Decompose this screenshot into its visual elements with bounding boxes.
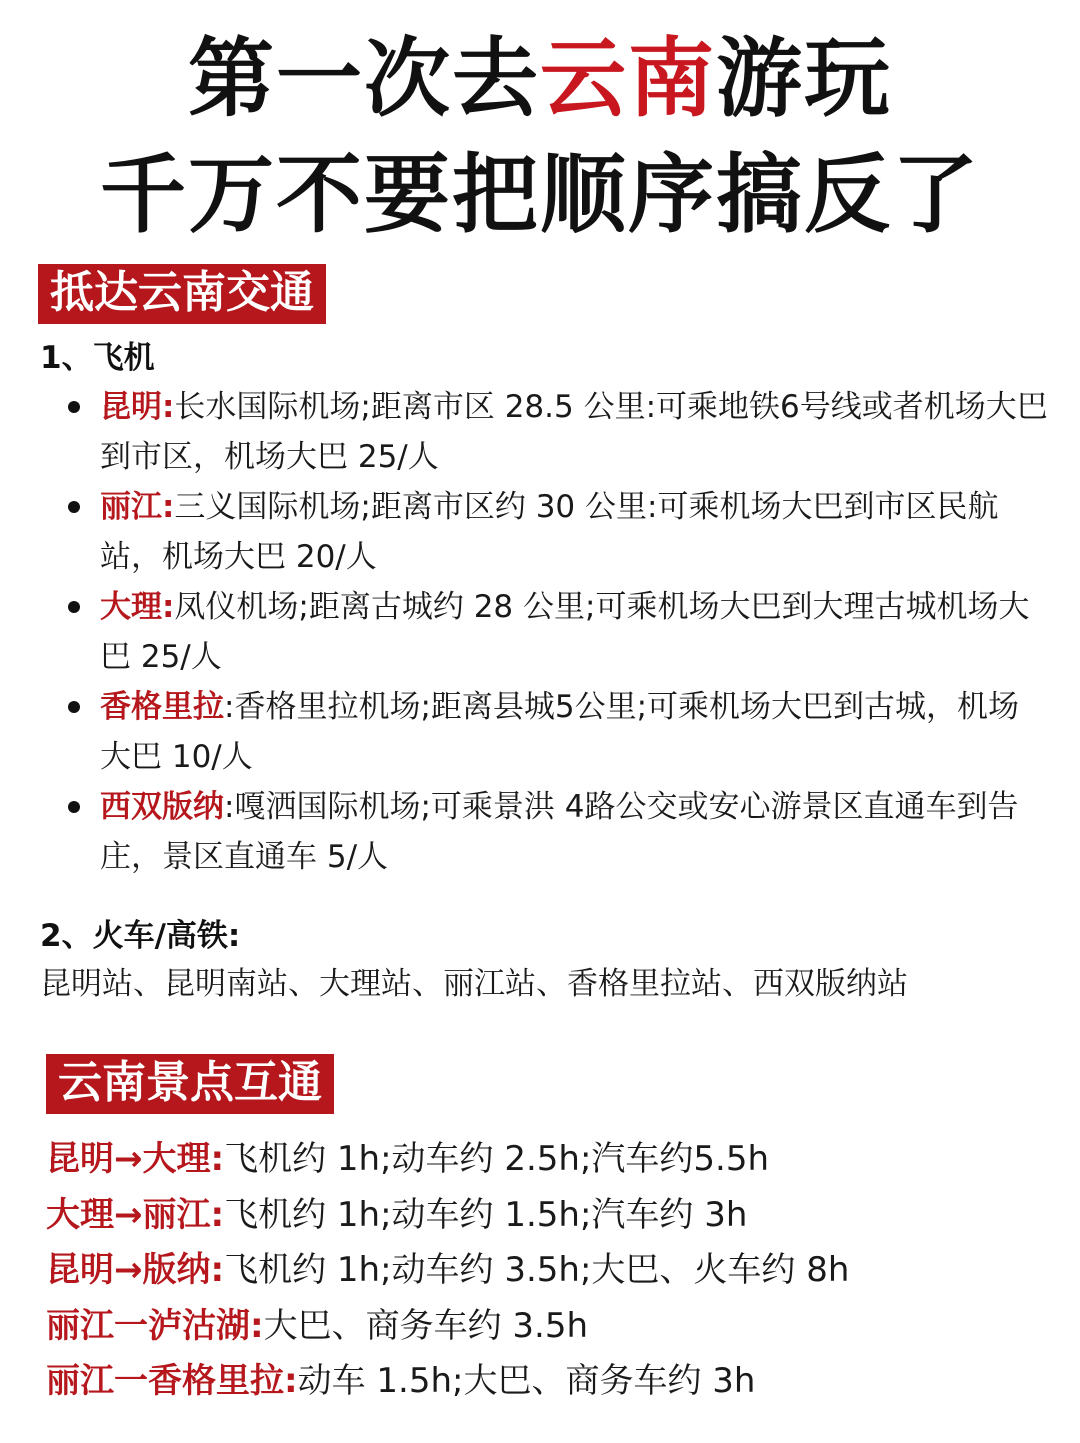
route-details: 动车 1.5h;大巴、商务车约 3h	[297, 1361, 756, 1401]
list-item	[46, 1243, 849, 1299]
airport-details: 三义国际机场;距离市区约 30 公里:可乘机场大巴到市区民航站，机场大巴 20/人	[100, 489, 999, 575]
list-item	[46, 1299, 849, 1355]
route-name: 昆明→大理:	[46, 1139, 225, 1179]
station-list: 昆明站、昆明南站、大理站、丽江站、香格里拉站、西双版纳站	[40, 966, 908, 1002]
airport-city: 昆明:	[100, 389, 175, 425]
bullet-icon	[68, 601, 80, 613]
heading-train: 2、火车/高铁:	[40, 918, 241, 954]
airport-city: 西双版纳	[100, 789, 224, 825]
page-title-line-2: 千万不要把顺序搞反了	[100, 145, 980, 245]
airport-city: 香格里拉	[100, 689, 224, 725]
bullet-icon	[68, 501, 80, 513]
list-item	[46, 1188, 849, 1244]
list-item	[0, 482, 1080, 582]
title-prefix: 第一次去	[188, 29, 540, 129]
route-details: 大巴、商务车约 3.5h	[263, 1305, 589, 1346]
page-title-line-1	[0, 29, 1080, 129]
airport-city: 丽江:	[100, 489, 175, 525]
heading-plane: 1、飞机	[40, 340, 155, 376]
airport-details: 凤仪机场;距离古城约 28 公里;可乘机场大巴到大理古城机场大巴 25/人	[100, 589, 1030, 675]
route-details: 飞机约 1h;动车约 2.5h;汽车约5.5h	[224, 1139, 770, 1179]
title-highlight: 云南	[540, 29, 716, 129]
airport-details: :嘎洒国际机场;可乘景洪 4路公交或安心游景区直通车到告庄，景区直通车 5/人	[100, 789, 1019, 875]
route-name: 昆明→版纳:	[46, 1250, 225, 1290]
airport-details: :香格里拉机场;距离县城5公里;可乘机场大巴到古城，机场大巴 10/人	[100, 689, 1020, 775]
airport-city: 大理:	[100, 589, 175, 625]
route-details: 飞机约 1h;动车约 3.5h;大巴、火车约 8h	[224, 1250, 850, 1290]
list-item	[0, 582, 1080, 682]
title-suffix: 游玩	[716, 29, 892, 129]
bullet-icon	[68, 401, 80, 413]
list-item	[0, 382, 1080, 482]
route-list	[46, 1132, 849, 1410]
route-name: 丽江一香格里拉:	[46, 1361, 298, 1401]
list-item	[0, 682, 1080, 782]
route-name: 丽江一泸沽湖:	[46, 1305, 264, 1346]
route-name: 大理→丽江:	[46, 1194, 225, 1235]
airport-details: 长水国际机场;距离市区 28.5 公里:可乘地铁6号线或者机场大巴到市区，机场大巴 25/人	[100, 389, 1048, 475]
list-item	[0, 782, 1080, 882]
list-item	[46, 1132, 849, 1188]
list-item	[46, 1354, 849, 1410]
bullet-icon	[68, 801, 80, 813]
section-banner-arrival: 抵达云南交通	[38, 264, 326, 324]
route-details: 飞机约 1h;动车约 1.5h;汽车约 3h	[224, 1194, 748, 1235]
section-banner-scenic: 云南景点互通	[46, 1054, 334, 1114]
airport-list	[0, 382, 1080, 882]
bullet-icon	[68, 701, 80, 713]
